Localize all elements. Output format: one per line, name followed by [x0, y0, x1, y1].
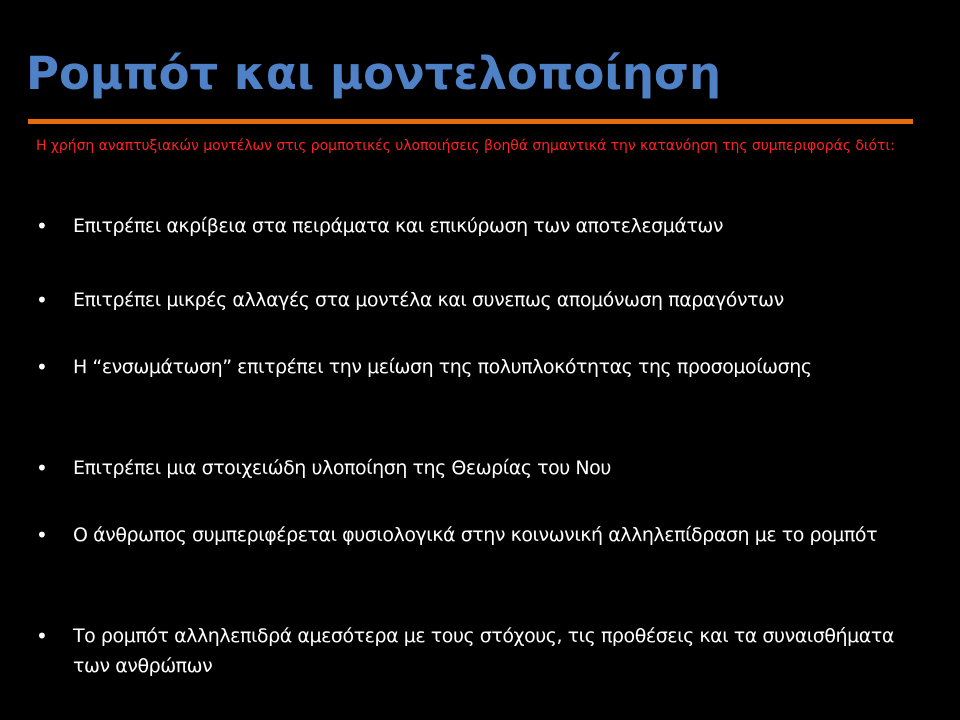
bullet-point-icon: •	[36, 456, 48, 480]
bullet-point-icon: •	[36, 288, 48, 312]
bullet-text: Επιτρέπει μικρές αλλαγές στα μοντέλα και συνεπως απομόνωση παραγόντων	[73, 289, 784, 311]
title-underline-divider	[28, 119, 913, 124]
bullet-point-icon: •	[36, 523, 48, 547]
bullet-text: Το ρομπότ αλληλεπιδρά αμεσότερα με τους στόχους, τις προθέσεις και τα συναισθήματα των ανθρώπων	[73, 625, 894, 677]
bullet-text: Η “ενσωμάτωση” επιτρέπει την μείωση της πολυπλοκότητας της προσομοίωσης	[73, 356, 812, 378]
bullet-text: Επιτρέπει μια στοιχειώδη υλοποίηση της Θεωρίας του Νου	[73, 457, 611, 479]
slide-title: Ρομπότ και μοντελοποίηση	[26, 47, 721, 100]
bullet-point-icon: •	[36, 214, 48, 238]
bullet-point-icon: •	[36, 355, 48, 379]
bullet-text: Ο άνθρωπος συμπεριφέρεται φυσιολογικά στην κοινωνική αλληλεπίδραση με το ρομπότ	[73, 524, 878, 546]
bullet-text: Επιτρέπει ακρίβεια στα πειράματα και επικύρωση των αποτελεσμάτων	[73, 215, 724, 237]
intro-paragraph: Η χρήση αναπτυξιακών μοντέλων στις ρομποτικές υλοποιήσεις βοηθά σημαντικά την κατανόηση της συμπεριφοράς διότι:	[36, 138, 895, 154]
bullet-point-icon: •	[36, 624, 48, 648]
